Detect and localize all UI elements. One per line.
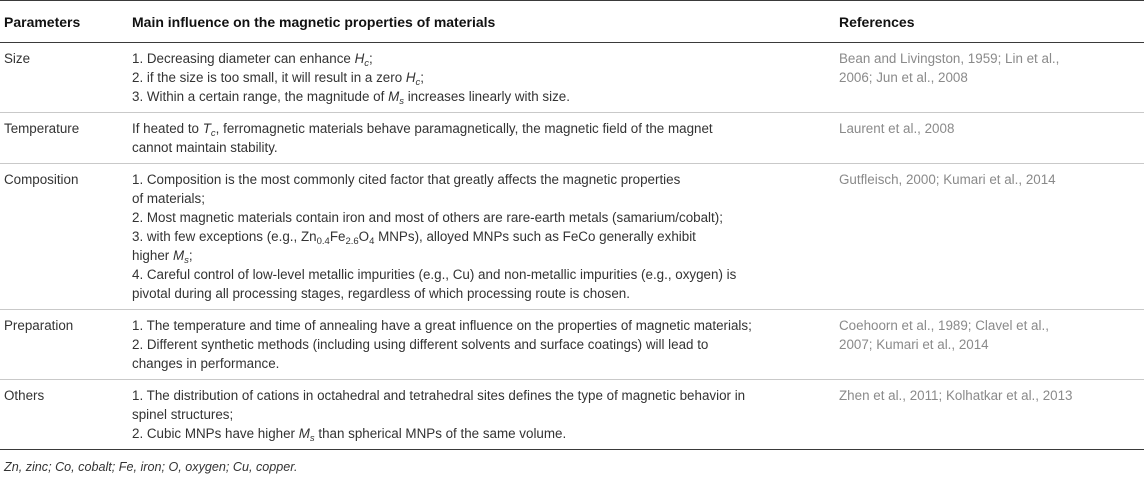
row-references <box>836 113 1144 164</box>
influence-line: 2. Different synthetic methods (including using different solvents and surface coatings) will lead to <box>132 337 709 352</box>
row-parameter: Composition <box>0 164 118 310</box>
reference-line: Coehoorn et al., 1989; Clavel et al., <box>839 318 1049 333</box>
row-influence <box>118 43 836 113</box>
influence-line: pivotal during all processing stages, regardless of which processing route is chosen. <box>132 286 630 301</box>
influence-line: 3. Within a certain range, the magnitude of $M_s$ increases linearly with size. <box>132 89 570 107</box>
row-references <box>836 380 1144 450</box>
reference-line: 2006; Jun et al., 2008 <box>839 70 968 85</box>
reference-line: 2007; Kumari et al., 2014 <box>839 337 989 352</box>
influence-line: 1. The temperature and time of annealing have a great influence on the properties of magnetic materials; <box>132 318 752 333</box>
table-row <box>0 164 1144 310</box>
influence-line: 2. Cubic MNPs have higher $M_s$ than spherical MNPs of the same volume. <box>132 426 567 444</box>
row-references <box>836 43 1144 113</box>
influence-line: 2. Most magnetic materials contain iron and most of others are rare-earth metals (samarium/cobalt); <box>132 210 723 225</box>
influence-line: of materials; <box>132 191 205 206</box>
influence-line: 1. Composition is the most commonly cited factor that greatly affects the magnetic properties <box>132 172 681 187</box>
row-references <box>836 310 1144 380</box>
row-influence <box>118 113 836 164</box>
reference-line: Gutfleisch, 2000; Kumari et al., 2014 <box>839 172 1056 187</box>
influence-line: spinel structures; <box>132 407 234 422</box>
row-parameter: Preparation <box>0 310 118 380</box>
header-parameters: Parameters <box>0 1 118 43</box>
row-parameter: Temperature <box>0 113 118 164</box>
table-row <box>0 43 1144 113</box>
reference-line: Laurent et al., 2008 <box>839 121 955 136</box>
influence-line: 1. Decreasing diameter can enhance $H_c$; <box>132 51 373 69</box>
table-footnote: Zn, zinc; Co, cobalt; Fe, iron; O, oxygen; Cu, copper. <box>4 460 298 474</box>
influence-line: changes in performance. <box>132 356 280 371</box>
influence-line: 4. Careful control of low-level metallic impurities (e.g., Cu) and non-metallic impurities (e.g., oxygen) is <box>132 267 737 282</box>
influence-line: If heated to $T_c$, ferromagnetic materials behave paramagnetically, the magnetic field of the magnet <box>132 121 713 139</box>
reference-line: Zhen et al., 2011; Kolhatkar et al., 2013 <box>839 388 1073 403</box>
table-row <box>0 113 1144 164</box>
influence-line: 1. The distribution of cations in octahedral and tetrahedral sites defines the type of magnetic behavior in <box>132 388 746 403</box>
reference-line: Bean and Livingston, 1959; Lin et al., <box>839 51 1060 66</box>
table-row <box>0 380 1144 450</box>
row-influence <box>118 164 836 310</box>
row-influence <box>118 310 836 380</box>
table-row <box>0 310 1144 380</box>
header-row <box>0 1 1144 43</box>
header-references: References <box>836 1 1144 43</box>
influence-line: cannot maintain stability. <box>132 140 278 155</box>
row-references <box>836 164 1144 310</box>
influence-line: higher $M_s$; <box>132 248 193 266</box>
influence-line: 2. if the size is too small, it will result in a zero $H_c$; <box>132 70 425 88</box>
influence-line: 3. with few exceptions (e.g., $Zn_{0.4}Fe_{2.6}O_4$ MNPs), alloyed MNPs such as FeCo generally exhibit <box>132 229 696 247</box>
row-influence <box>118 380 836 450</box>
header-influence: Main influence on the magnetic properties of materials <box>118 1 836 43</box>
row-parameter: Size <box>0 43 118 113</box>
row-parameter: Others <box>0 380 118 450</box>
